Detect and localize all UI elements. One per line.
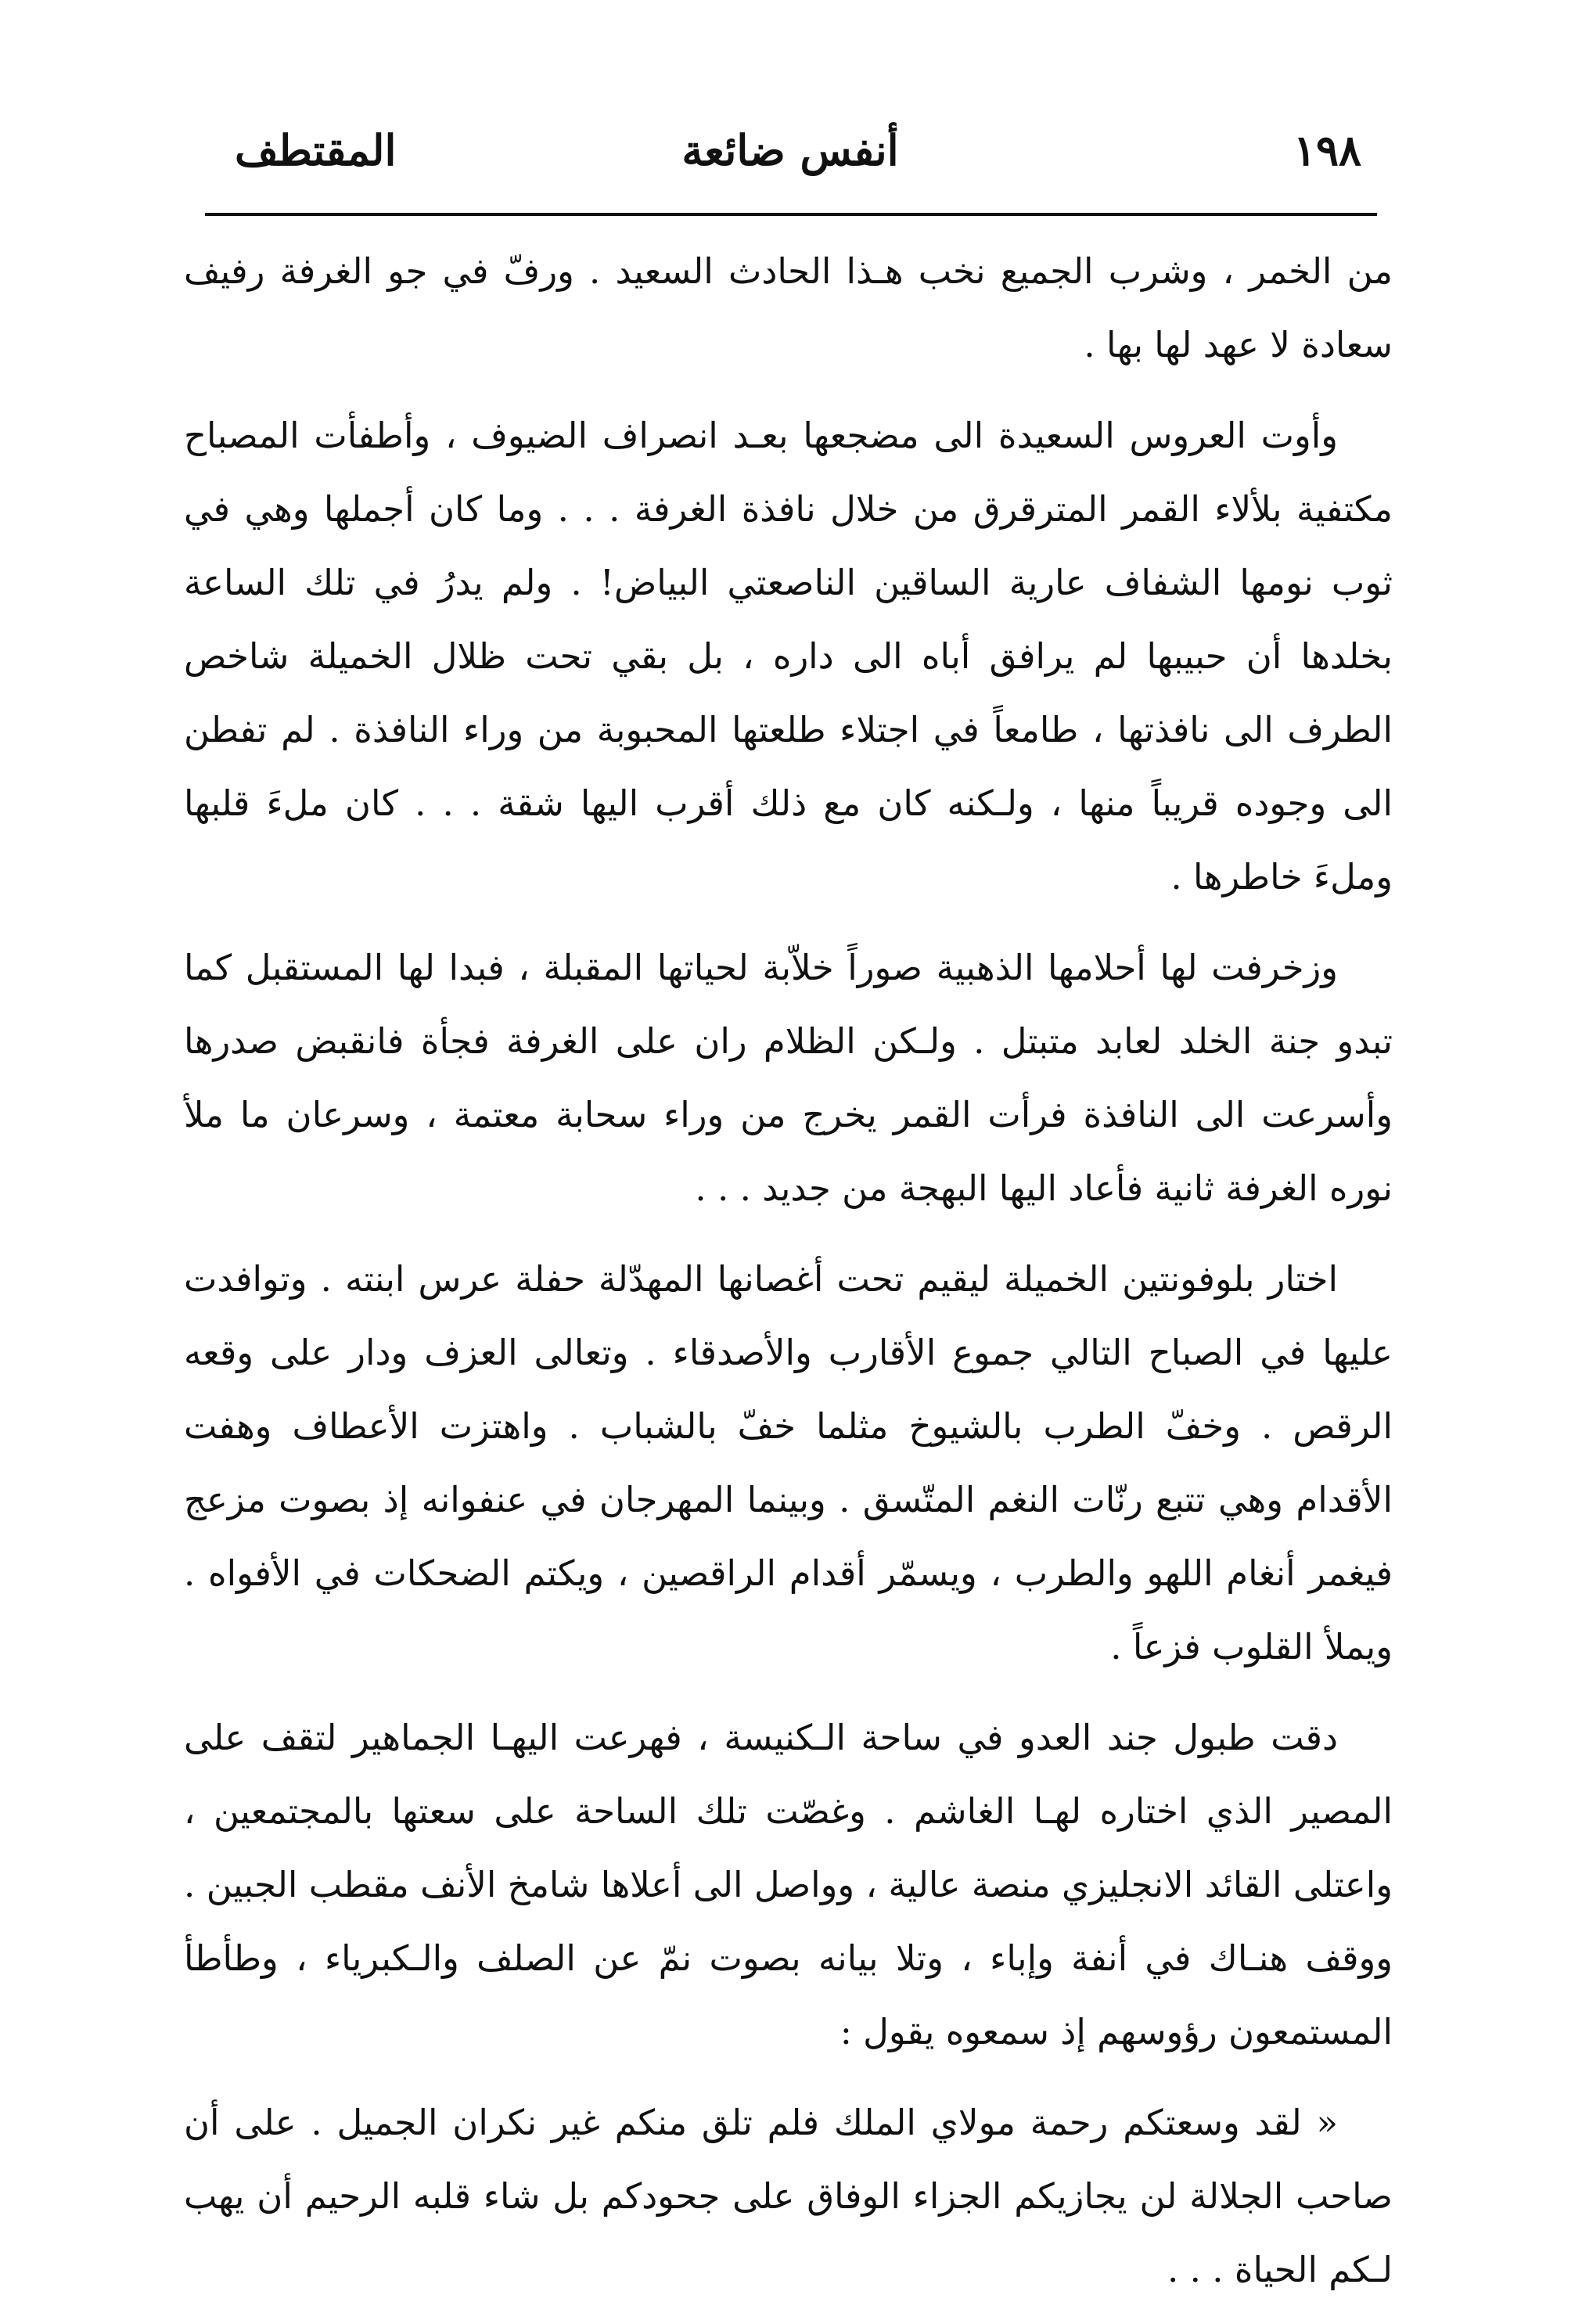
- paragraph: وأوت العروس السعيدة الى مضجعها بعـد انصراف الضيوف ، وأطفأت المصباح مكتفية بلألاء القمر المترقرق من خلال نافذة الغرفة . . . وما كان أجملها وهي في ثوب نومها الشفاف عارية الساقين الناصعتي البياض! . ولم يدرُ في تلك الساعة بخلدها أن حبيبها لم يرافق أباه الى داره ، بل بقي تحت ظلال الخميلة شاخص الطرف الى نافذتها ، طامعاً في اجتلاء طلعتها المحبوبة من وراء النافذة . لم تفطن الى وجوده قريباً منها ، ولـكنه كان مع ذلك أقرب اليها شقة . . . كان ملءَ قلبها وملءَ خاطرها .: [184, 415, 1393, 898]
- paragraph: وزخرفت لها أحلامها الذهبية صوراً خلاّبة لحياتها المقبلة ، فبدا لها المستقبل كما تبدو جنة الخلد لعابد متبتل . ولـكن الظلام ران على الغرفة فجأة فانقبض صدرها وأسرعت الى النافذة فرأت القمر يخرج من وراء سحابة معتمة ، وسرعان ما ملأ نوره الغرفة ثانية فأعاد اليها البهجة من جديد . . .: [184, 947, 1393, 1209]
- header-divider: [205, 213, 1377, 216]
- paragraph: دقت طبول جند العدو في ساحة الـكنيسة ، فهرعت اليهـا الجماهير لتقف على المصير الذي اختاره لهـا الغاشم . وغصّت تلك الساحة على سعتها بالمجتمعين ، واعتلى القائد الانجليزي منصة عالية ، وواصل الى أعلاها شامخ الأنف مقطب الجبين . ووقف هنـاك في أنفة وإباء ، وتلا بيانه بصوت نمّ عن الصلف والـكبرياء ، وطأطأ المستمعون رؤوسهم إذ سمعوه يقول :: [184, 1717, 1393, 2052]
- page-number: ١٩٨: [1293, 125, 1361, 175]
- running-title: أنفس ضائعة: [681, 125, 899, 175]
- journal-name: المقتطف: [235, 125, 397, 175]
- paragraph: اختار بلوفونتين الخميلة ليقيم تحت أغصانها المهدّلة حفلة عرس ابنته . وتوافدت عليها في الصباح التالي جموع الأقارب والأصدقاء . وتعالى العزف ودار على وقعه الرقص . وخفّ الطرب بالشيوخ مثلما خفّ بالشباب . واهتزت الأعطاف وهفت الأقدام وهي تتبع رنّات النغم المتّسق . وبينما المهرجان في عنفوانه إذ بصوت مزعج فيغمر أنغام اللهو والطرب ، ويسمّر أقدام الراقصين ، ويكتم الضحكات في الأفواه . ويملأ القلوب فزعاً .: [184, 1258, 1393, 1667]
- page-header: [203, 117, 1377, 196]
- paragraph: « لقد وسعتكم رحمة مولاي الملك فلم تلق منكم غير نكران الجميل . على أن صاحب الجلالة لن يجازيكم الجزاء الوفاق على جحودكم بل شاء قلبه الرحيم أن يهب لـكم الحياة . . .: [184, 2102, 1393, 2290]
- paragraph: من الخمر ، وشرب الجميع نخب هـذا الحادث السعيد . ورفّ في جو الغرفة رفيف سعادة لا عهد لها بها .: [184, 250, 1393, 365]
- article-body: [184, 235, 1393, 2324]
